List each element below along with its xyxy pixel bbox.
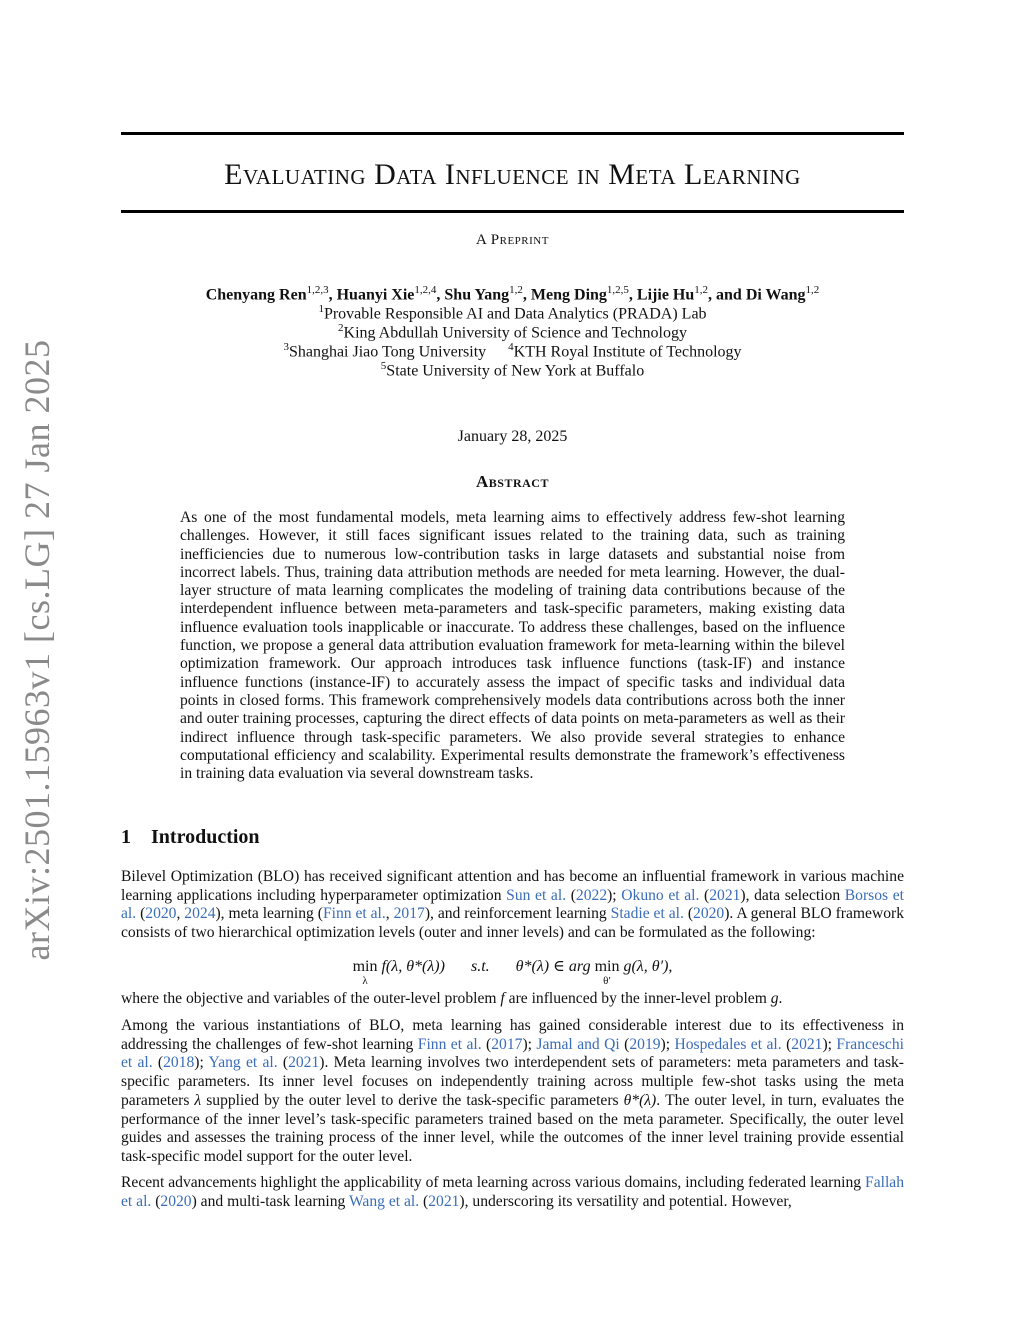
section-number: 1 xyxy=(121,826,131,848)
eq-subscript: θ′ xyxy=(603,975,611,987)
title-rule-top xyxy=(121,132,904,135)
affil-name: King Abdullah University of Science and Technology xyxy=(343,324,687,342)
arxiv-id: arXiv:2501.15963v1 [cs.LG] 27 Jan 2025 xyxy=(17,339,57,961)
citation-link[interactable]: Finn et al. xyxy=(417,1035,482,1053)
affil-number: 2 xyxy=(338,322,344,334)
arxiv-sidebar-stamp xyxy=(12,339,62,961)
affiliation xyxy=(121,360,904,380)
affiliation-row xyxy=(121,341,904,361)
author-affil-marker: 1,2,3 xyxy=(306,284,329,296)
paper-date: January 28, 2025 xyxy=(457,428,568,445)
citation-year-link[interactable]: 2021 xyxy=(791,1035,823,1053)
citation-year-link[interactable]: 2020 xyxy=(160,1192,192,1210)
author-name: Lijie Hu xyxy=(636,286,695,304)
eq-constraint: θ*(λ) ∈ arg xyxy=(515,958,591,975)
author-name: Shu Yang xyxy=(444,286,510,304)
affil-name: State University of New York at Buffalo xyxy=(386,362,645,380)
paragraph-intro-3: Among the various instantiations of BLO, meta learning has gained considerable interest due to its effectiveness in addressing the challenges of few-shot learning Finn et al. (2017); Jamal and Qi (2019); Hospedales et al. (2021); Franceschi et al. (2018); Yang et al. (2021). Meta learning involves two interdependent sets of parameters: meta parameters and task-specific parameters. Its inner level focuses on independently training across multiple few-shot tasks using the meta parameters λ supplied by the outer level to derive the task-specific parameters θ*(λ). The outer level, in turn, evaluates the performance of the inner level’s task-specific parameters trained based on the meta parameter. Specifically, the outer level guides and assesses the training process of the inner level, while the outcomes of the inner level training provide essential task-specific model support for the outer level. xyxy=(121,1017,904,1165)
affil-number: 1 xyxy=(318,303,324,315)
citation-link[interactable]: Fallah et al. xyxy=(121,1174,904,1210)
eq-min: min λ xyxy=(352,958,378,987)
author-name: Meng Ding xyxy=(530,286,607,304)
citation-link[interactable]: Jamal and Qi xyxy=(536,1035,620,1053)
affil-number: 4 xyxy=(508,341,514,353)
citation-year-link[interactable]: 2022 xyxy=(575,886,608,904)
author-list: Chenyang Ren$^{1,2,3}$, Huanyi Xie$^{1,2,4}$, Shu Yang$^{1,2}$, Meng Ding$^{1,2,5}$, Lijie Hu$^{1,2}$, and Di Wang$^{1,2}$ xyxy=(205,284,820,304)
paragraph-intro-4: Recent advancements highlight the applicability of meta learning across various domains, including federated learning Fallah et al. (2020) and multi-task learning Wang et al. (2021), underscoring its versatility and potential. However, xyxy=(121,1174,904,1210)
citation-year-link[interactable]: 2019 xyxy=(629,1035,661,1053)
citation-link[interactable]: Franceschi et al. xyxy=(121,1035,904,1072)
citation-year-link[interactable]: 2017 xyxy=(491,1035,523,1053)
preprint-label: A Preprint xyxy=(476,232,549,248)
paragraph-intro-1: Bilevel Optimization (BLO) has received significant attention and has become an influential framework in various machine learning applications including hyperparameter optimization Sun et al. (2022); Okuno et al. (2021), data selection Borsos et al. (2020, 2024), meta learning (Finn et al., 2017), and reinforcement learning Stadie et al. (2020). A general BLO framework consists of two hierarchical optimization levels (outer and inner levels) and can be formulated as the following: xyxy=(121,868,905,942)
author-affil-marker: 1,2 xyxy=(805,284,820,296)
paper-title: Evaluating Data Influence in Meta Learning xyxy=(224,158,801,191)
citation-link[interactable]: Okuno et al. xyxy=(621,886,700,904)
author-affil-marker: 1,2,5 xyxy=(606,284,629,296)
citation-year-link[interactable]: 2021 xyxy=(709,886,741,904)
author-name: Huanyi Xie xyxy=(336,286,415,304)
citation-year-link[interactable]: 2018 xyxy=(163,1054,195,1072)
eq-objective: f(λ, θ*(λ)) xyxy=(381,958,445,975)
citation-year-link[interactable]: 2024 xyxy=(184,905,216,923)
section-heading xyxy=(121,826,260,849)
citation-year-link[interactable]: 2021 xyxy=(288,1054,320,1072)
affil-name: Shanghai Jiao Tong University xyxy=(288,343,487,361)
citation-year-link[interactable]: 2021 xyxy=(428,1192,460,1210)
citation-link[interactable]: Wang et al. xyxy=(348,1192,420,1210)
citation-link[interactable]: Hospedales et al. xyxy=(674,1035,782,1053)
citation-link[interactable]: Stadie et al. xyxy=(610,905,684,923)
affil-name: KTH Royal Institute of Technology xyxy=(513,343,742,361)
author-affil-marker: 1,2 xyxy=(694,284,709,296)
abstract-heading: Abstract xyxy=(476,472,549,491)
paragraph-intro-2: where the objective and variables of the outer-level problem f are influenced by the inner-level problem g. xyxy=(121,990,783,1007)
title-rule-bottom xyxy=(121,210,904,213)
citation-year-link[interactable]: 2017 xyxy=(393,905,425,923)
affil-number: 5 xyxy=(380,360,387,372)
citation-link[interactable]: Sun et al. xyxy=(506,886,567,904)
equation-blo xyxy=(121,956,904,987)
affiliation xyxy=(121,303,904,323)
citation-link[interactable]: Finn et al. xyxy=(322,905,386,923)
abstract-text: As one of the most fundamental models, meta learning aims to effectively address few-shot learning challenges. However, it still faces significant issues related to the training data, such as training inefficiencies due to numerous low-contribution tasks in large datasets and substantial noise from incorrect labels. Thus, training data attribution methods are needed for meta learning. However, the dual-layer structure of mata learning complicates the modeling of training data contributions because of the interdependent influence between meta-parameters and task-specific parameters, making existing data influence evaluation tools inapplicable or inaccurate. To address these challenges, based on the influence function, we propose a general data attribution evaluation framework for meta-learning within the bilevel optimization framework. Our approach introduces task influence functions (task-IF) and instance influence functions (instance-IF) to accurately assess the impact of specific tasks and individual data points in closed forms. This framework comprehensively models data contributions across both the inner and outer training processes, capturing the direct effects of data points on meta-parameters as well as their indirect influence through task-specific parameters. We also provide several strategies to enhance computational efficiency and scalability. Experimental results demonstrate the framework’s effectiveness in training data evaluation via several downstream tasks. xyxy=(180,509,845,783)
eq-st: s.t. xyxy=(470,958,490,975)
citation-link[interactable]: Borsos et al. xyxy=(121,886,904,923)
affil-number: 3 xyxy=(283,341,289,353)
section-title: Introduction xyxy=(151,826,260,848)
eq-inner-objective: g(λ, θ′), xyxy=(623,958,673,975)
eq-subscript: λ xyxy=(362,975,368,987)
citation-year-link[interactable]: 2020 xyxy=(693,905,725,923)
citation-link[interactable]: Yang et al. xyxy=(208,1054,278,1072)
affiliation xyxy=(121,322,904,342)
affil-name: Provable Responsible AI and Data Analytics (PRADA) Lab xyxy=(323,305,707,323)
author-name: Chenyang Ren xyxy=(205,286,307,304)
author-name: Di Wang xyxy=(745,286,806,304)
eq-min: min θ′ xyxy=(594,958,620,987)
author-affil-marker: 1,2 xyxy=(509,284,523,296)
citation-year-link[interactable]: 2020 xyxy=(145,905,177,923)
author-affil-marker: 1,2,4 xyxy=(414,284,437,296)
